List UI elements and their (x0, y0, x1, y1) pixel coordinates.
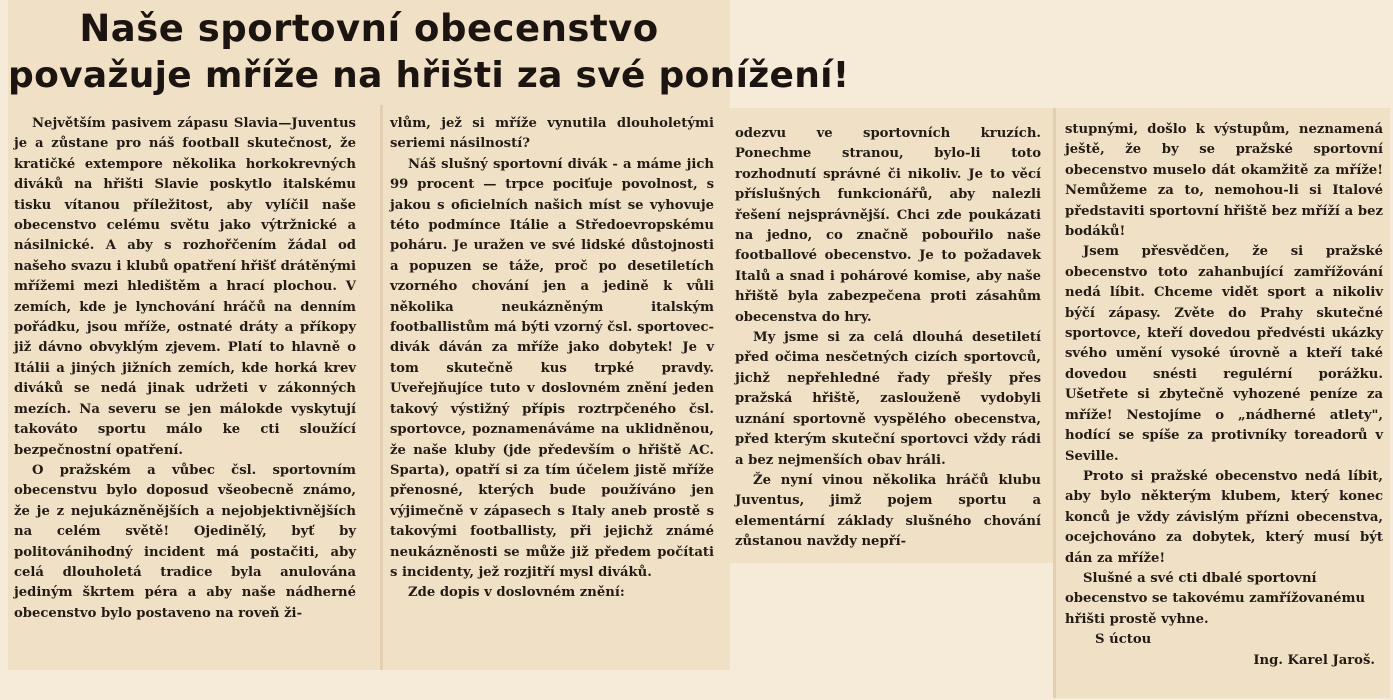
letter-greeting: S úctou (1095, 632, 1152, 648)
article-headline (8, 0, 850, 105)
paragraph: stupnými, došlo k výstupům, neznamená ještě, že by se pražské sportovní obecenstvo muselo dát okamžitě za mříže! Nemůžeme za to, nemohou-li si Italové představiti sportovní hřiště bez mříží a bez bodáků! (1065, 122, 1383, 240)
article-column-1 (14, 114, 356, 624)
paragraph: Že nyní vinou několika hráčů klubu Juventus, jimž pojem sportu a elementární základy slušného chování zůstanou navždy nepří- (735, 472, 1041, 550)
headline-line-2: považuje mříže na hřišti za své ponížení! (8, 55, 850, 96)
paragraph: My jsme si za celá dlouhá desetiletí před očima nesčetných cizích sportovců, jichž nepřehledné řady přešly přes pražská hřiště, zaslouženě vydobyli uznání sportovně vyspělého obecenstva, před kterým skuteční sportovci vždy rádi a bez nejmenších obav hráli. (735, 330, 1041, 468)
paragraph: Proto si pražské obecenstvo nedá líbit, aby bylo některým klubem, který konec konců je vždy závislým přízni obecenstva, ocejchováno za dobytek, který musí být dán za mříže! (1065, 468, 1383, 566)
paragraph: Největším pasivem zápasu Slavia—Juventus je a zůstane pro náš football skutečnost, že kratičké extempore několika horkokrevných diváků na hřišti Slavie poskytlo italskému tisku vítanou příležitost, aby vylíčil naše obecenstvo celému světu jako výtržnické a násilnické. A aby s rozhořčením žádal od našeho svazu i klubů opatření hřišť drátěnými mřížemi mezi hledištěm a hrací plochou. V zemích, kde je lynchování hráčů na denním pořádku, jsou mříže, ostnaté dráty a příkopy již dávno obvyklým zjevem. Platí to hlavně o Itálii a jiných jižních zemích, kde horká krev diváků se nedá jinak udržeti v zákonných mezích. Na severu se jen málokde vyskytují takováto sportu málo ke cti sloužící bezpečnostní opatření. (14, 116, 356, 458)
paragraph: vlům, jež si mříže vynutila dlouholetými seriemi násilností? (390, 116, 714, 152)
paragraph: Zde dopis v doslovném znění: (408, 585, 625, 601)
article-column-2 (390, 114, 714, 604)
paragraph: Náš slušný sportovní divák - a máme jich 99 procent — trpce pociťuje povolnost, s jakou s oficielních našich míst se vyhovuje této podmínce Itálie a Středoevropskému poháru. Je uražen ve své lidské důstojnosti a popuzen se táže, proč po desetiletích vzorného chování jen a jedině k vůli několika neukázněným italským footballistům má býti vzorný čsl. sportovec-divák dáván za mříže jako dobytek! Je v tom skutečně kus trpké pravdy. Uveřejňujíce tuto v doslovném znění jeden takový výstižný přípis roztrpčeného čsl. sportovce, poznamenáváme na uklidněnou, že naše kluby (jde především o hřiště AC. Sparta), opatří si za tím účelem jistě mříže přenosné, kterých bude používáno jen výjimečně v zápasech s Italy aneb prostě s takovými footballisty, při jejichž známé neukázněnosti se může již předem počítati s incidenty, jež rozjitří mysl diváků. (390, 156, 714, 580)
paragraph: Slušné a své cti dbalé sportovní obecenstvo se takovému zamřížovanému hřišti prostě vyhne. (1065, 570, 1366, 627)
article-column-3 (735, 124, 1041, 553)
clipping-seam-right (1053, 108, 1056, 698)
clipping-seam-left (380, 105, 383, 670)
paragraph: odezvu ve sportovních kruzích. Ponechme stranou, bylo-li toto rozhodnutí správné či nikoliv. Je to věcí příslušných funkcionářů, aby nalezli řešení nejsprávnější. Chci zde poukázati na jedno, co značně pobouřilo naše footballové obecenstvo. Je to požadavek Italů a snad i pohárové komise, aby naše hřiště byla zabezpečena proti zásahům obecenstva do hry. (735, 126, 1041, 325)
headline-line-1: Naše sportovní obecenstvo (79, 7, 659, 50)
letter-signature: Ing. Karel Jaroš. (1253, 652, 1375, 668)
paragraph: O pražském a vůbec čsl. sportovním obecenstvu bylo doposud všeobecně známo, že je z nejukázněnějších a nejobjektivnějších na celém světě! Ojedinělý, byť by politovánihodný incident má postačiti, aby celá dlouholetá tradice byla anulována jediným škrtem péra a aby naše nádherné obecenstvo bylo postaveno na roveň ži- (14, 462, 356, 621)
paragraph: Jsem přesvědčen, že si pražské obecenstvo toto zahanbující zamřížování nedá líbit. Chceme vidět sport a nikoliv býčí zápasy. Zvěte do Prahy skutečné sportovce, kteří dovedou předvésti ukázky svého umění vysoké úrovně a kteří také dovedou snésti regulérní porážku. Ušetřete si zbytečně vyhozené peníze za mříže! Nestojíme o „nádherné atlety", hodící se spíše za protivníky toreadorů v Seville. (1065, 244, 1383, 464)
article-column-4 (1065, 120, 1383, 671)
